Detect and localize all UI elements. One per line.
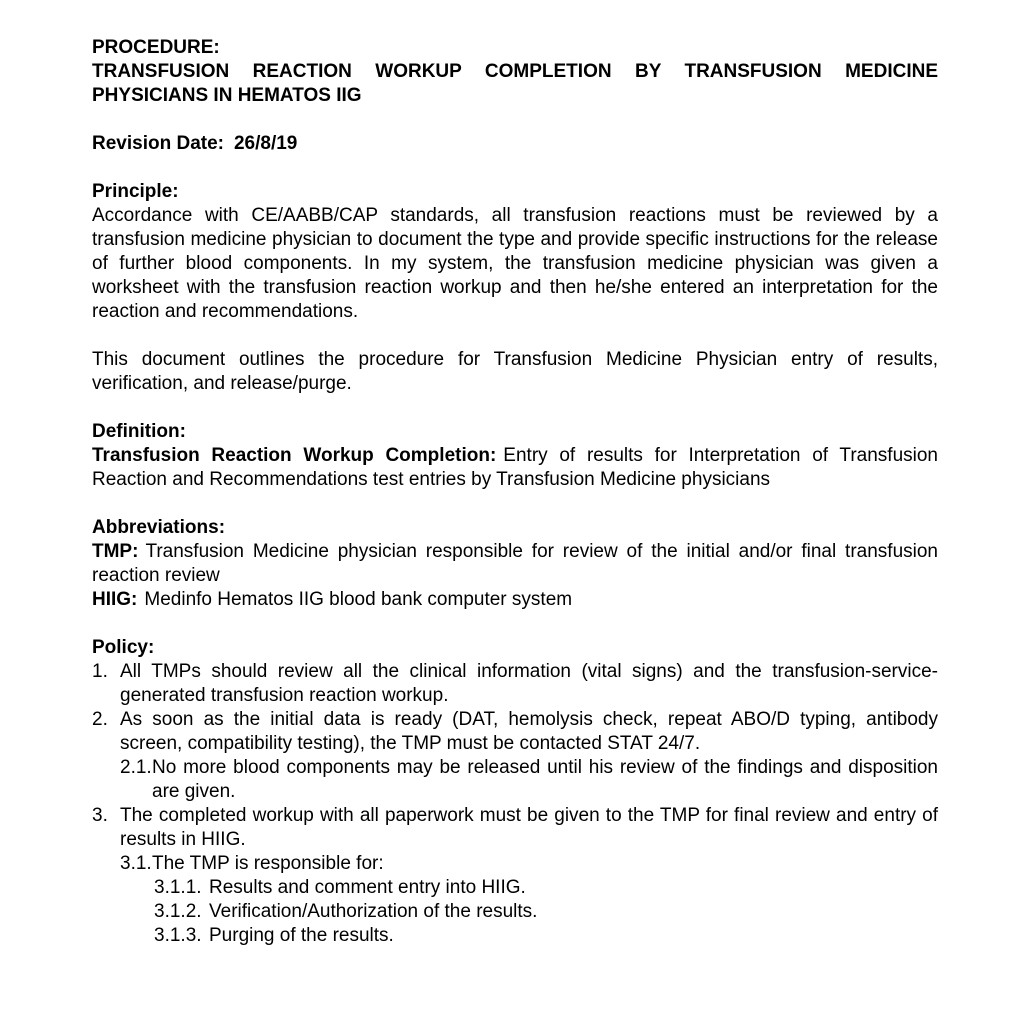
policy-item-3-1-2-text: Verification/Authorization of the results. <box>209 901 538 922</box>
policy-item-2-number: 2. <box>92 709 108 730</box>
policy-item-1-number: 1. <box>92 661 108 682</box>
policy-item-2-1-number: 2.1. <box>120 757 152 778</box>
policy-item-2-1 <box>120 756 938 804</box>
abbreviations-section <box>92 516 938 612</box>
abbreviation-tmp-text: Transfusion Medicine physician responsible for review of the initial and/or final transfusion reaction review <box>92 541 938 586</box>
policy-item-3-1-3 <box>154 924 938 948</box>
definition-section <box>92 420 938 492</box>
policy-section <box>92 636 938 948</box>
abbreviation-hiig-term: HIIG: <box>92 589 138 610</box>
revision-date-value: 26/8/19 <box>233 133 298 154</box>
policy-item-1 <box>92 660 938 708</box>
policy-item-3-1-text: The TMP is responsible for: <box>152 853 384 874</box>
title-block <box>92 36 938 108</box>
procedure-label: PROCEDURE: <box>92 37 220 58</box>
abbreviations-heading: Abbreviations: <box>92 517 226 538</box>
definition-text: Entry of results for Interpretation of Transfusion Reaction and Recommendations test entries by Transfusion Medicine physicians <box>92 445 938 490</box>
principle-paragraph-1: Accordance with CE/AABB/CAP standards, all transfusion reactions must be reviewed by a transfusion medicine physician to document the type and provide specific instructions for the release of further blood components. In my system, the transfusion medicine physician was given a worksheet with the transfusion reaction workup and then he/she entered an interpretation for the reaction and recommendations. <box>92 205 938 322</box>
abbreviation-tmp-term: TMP: <box>92 541 139 562</box>
policy-item-3 <box>92 804 938 852</box>
policy-item-3-1-1-number: 3.1.1. <box>154 877 202 898</box>
policy-item-2-text: As soon as the initial data is ready (DAT, hemolysis check, repeat ABO/D typing, antibody screen, compatibility testing), the TMP must be contacted STAT 24/7. <box>120 709 938 754</box>
policy-item-2 <box>92 708 938 756</box>
policy-item-3-1-1-text: Results and comment entry into HIIG. <box>209 877 526 898</box>
policy-item-3-1-2-number: 3.1.2. <box>154 901 202 922</box>
policy-item-3-1-3-text: Purging of the results. <box>209 925 394 946</box>
policy-item-1-text: All TMPs should review all the clinical information (vital signs) and the transfusion-service-generated transfusion reaction workup. <box>120 661 938 706</box>
principle-paragraph-2: This document outlines the procedure for Transfusion Medicine Physician entry of results, verification, and release/purge. <box>92 349 938 394</box>
policy-item-3-number: 3. <box>92 805 108 826</box>
policy-heading: Policy: <box>92 637 155 658</box>
revision-date-line <box>92 132 938 156</box>
policy-item-3-1-1 <box>154 876 938 900</box>
definition-term: Transfusion Reaction Workup Completion: <box>92 445 497 466</box>
policy-item-3-text: The completed workup with all paperwork must be given to the TMP for final review and entry of results in HIIG. <box>120 805 938 850</box>
abbreviation-tmp <box>92 540 938 588</box>
procedure-title: TRANSFUSION REACTION WORKUP COMPLETION BY TRANSFUSION MEDICINE PHYSICIANS IN HEMATOS IIG <box>92 61 938 106</box>
principle-heading: Principle: <box>92 181 179 202</box>
abbreviation-hiig <box>92 588 938 612</box>
policy-item-3-1 <box>120 852 938 876</box>
revision-date-label: Revision Date: <box>92 133 224 154</box>
policy-item-3-1-number: 3.1. <box>120 853 152 874</box>
definition-heading: Definition: <box>92 421 186 442</box>
principle-section <box>92 180 938 396</box>
definition-paragraph <box>92 444 938 492</box>
policy-item-2-1-text: No more blood components may be released until his review of the findings and disposition are given. <box>152 757 938 802</box>
policy-item-3-1-3-number: 3.1.3. <box>154 925 202 946</box>
abbreviation-hiig-text: Medinfo Hematos IIG blood bank computer system <box>144 589 573 610</box>
policy-item-3-1-2 <box>154 900 938 924</box>
